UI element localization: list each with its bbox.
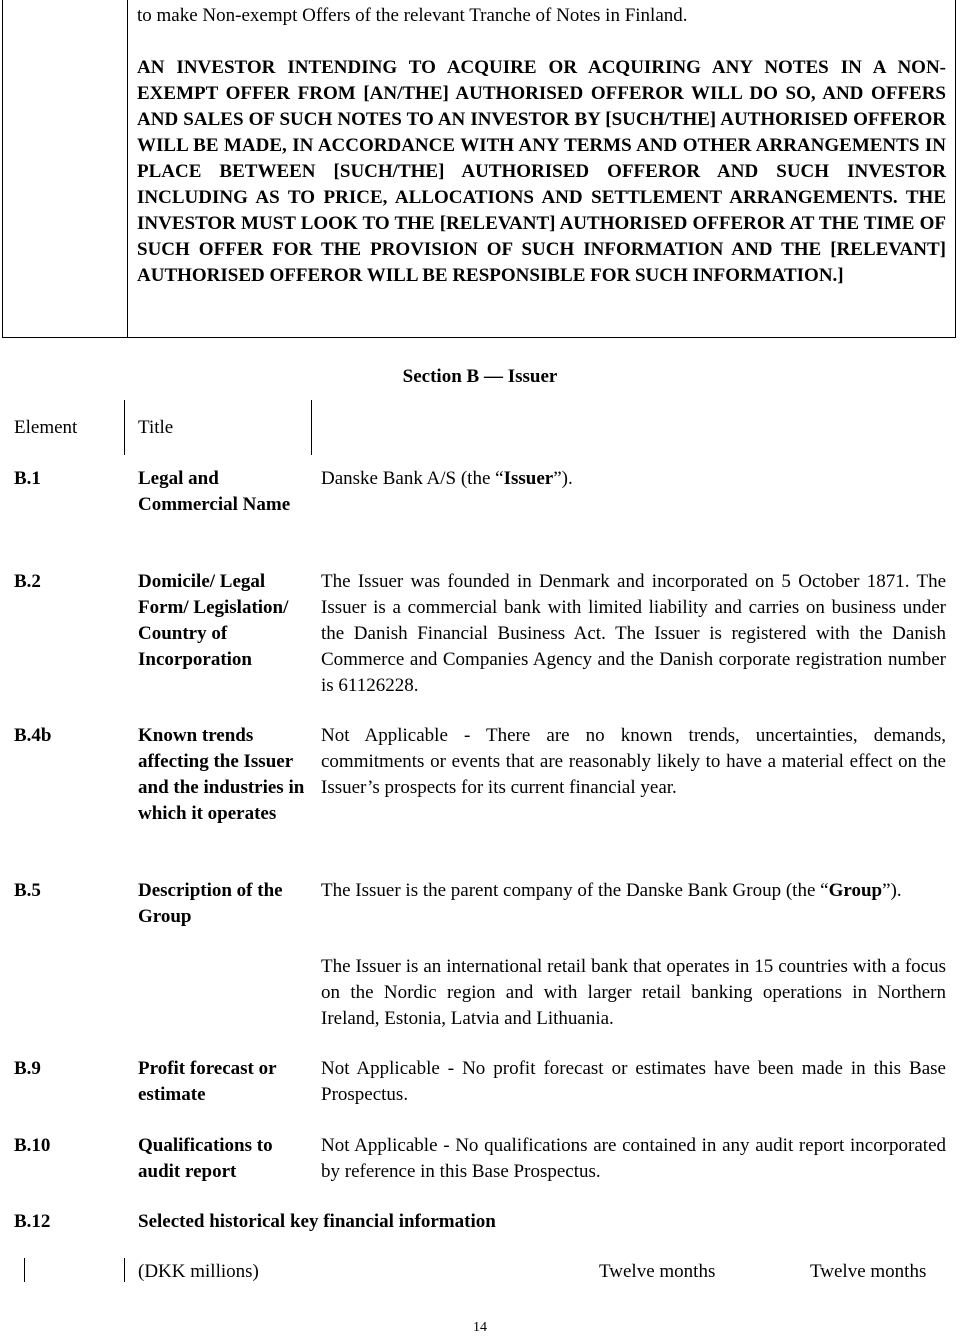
financial-col-header-2: Twelve months — [810, 1261, 927, 1282]
text-b1-pre: Danske Bank A/S (the “ — [321, 468, 504, 489]
section-heading: Section B — Issuer — [402, 366, 558, 387]
financial-unit-label: (DKK millions) — [138, 1261, 259, 1282]
text-b10: Not Applicable - No qualifications are contained in any audit report incorporated by reference in this Base Prospectus. — [321, 1135, 946, 1182]
element-b5: B.5 — [14, 880, 41, 901]
title-b4b: Known trends affecting the Issuer and the industries in which it operates — [138, 725, 305, 824]
investor-notice-paragraph: AN INVESTOR INTENDING TO ACQUIRE OR ACQUIRING ANY NOTES IN A NON-EXEMPT OFFER FROM [AN/THE] AUTHORISED OFFEROR WILL DO SO, AND OFFERS AND SALES OF SUCH NOTES TO AN INVESTOR BY [SUCH/THE] AUTHORISED OFFEROR WILL BE MADE, IN ACCORDANCE WITH ANY TERMS AND OTHER ARRANGEMENTS IN PLACE BETWEEN [SUCH/THE] AUTHORISED OFFEROR AND SUCH INVESTOR INCLUDING AS TO PRICE, ALLOCATIONS AND SETTLEMENT ARRANGEMENTS. THE INVESTOR MUST LOOK TO THE [RELEVANT] AUTHORISED OFFEROR AT THE TIME OF SUCH OFFER FOR THE PROVISION OF SUCH INFORMATION AND THE [RELEVANT] AUTHORISED OFFEROR WILL BE RESPONSIBLE FOR SUCH INFORMATION.] — [137, 57, 946, 286]
element-b1: B.1 — [14, 468, 41, 489]
text-b4b: Not Applicable - There are no known trends, uncertainties, demands, commitments or events that are reasonably likely to have a material effect on the Issuer’s prospects for its current financial year. — [321, 725, 946, 798]
financial-col-header-1: Twelve months — [599, 1261, 716, 1282]
title-b9: Profit forecast or estimate — [138, 1058, 277, 1105]
title-b10: Qualifications to audit report — [138, 1135, 273, 1182]
column-rule — [124, 1258, 125, 1282]
text-b1-post: ”). — [553, 468, 573, 489]
text-b5-pre: The Issuer is the parent company of the Danske Bank Group (the “ — [321, 880, 829, 901]
text-b1-bold: Issuer — [503, 468, 554, 489]
text-b5-post: ”). — [882, 880, 902, 901]
column-header-title: Title — [138, 417, 174, 438]
text-b5 — [321, 878, 946, 904]
column-rule — [124, 400, 125, 455]
title-b1: Legal and Commercial Name — [138, 468, 291, 515]
column-rule — [24, 1258, 25, 1282]
title-b5: Description of the Group — [138, 880, 283, 927]
text-b5-second: The Issuer is an international retail bank that operates in 15 countries with a focus on the Nordic region and with larger retail banking operations in Northern Ireland, Estonia, Latvia and Lithuania. — [321, 956, 946, 1029]
element-b4b: B.4b — [14, 725, 52, 746]
element-b10: B.10 — [14, 1135, 51, 1156]
text-b1 — [321, 466, 946, 492]
column-rule — [311, 400, 312, 455]
element-b2: B.2 — [14, 571, 41, 592]
box-column-divider — [127, 0, 128, 338]
text-b5-bold: Group — [828, 880, 883, 901]
element-b12: B.12 — [14, 1211, 51, 1232]
title-b12: Selected historical key financial information — [138, 1211, 496, 1232]
text-b9: Not Applicable - No profit forecast or estimates have been made in this Base Prospectus. — [321, 1058, 946, 1105]
intro-line: to make Non-exempt Offers of the relevant Tranche of Notes in Finland. — [137, 5, 688, 26]
element-b9: B.9 — [14, 1058, 41, 1079]
text-b2: The Issuer was founded in Denmark and incorporated on 5 October 1871. The Issuer is a commercial bank with limited liability and carries on business under the Danish Financial Business Act. The Issuer is registered with the Danish Commerce and Companies Agency and the Danish corporate registration number is 61126228. — [321, 571, 946, 696]
title-b2: Domicile/ Legal Form/ Legislation/ Country of Incorporation — [138, 571, 289, 670]
page-number: 14 — [473, 1320, 487, 1335]
column-header-element: Element — [14, 417, 78, 438]
